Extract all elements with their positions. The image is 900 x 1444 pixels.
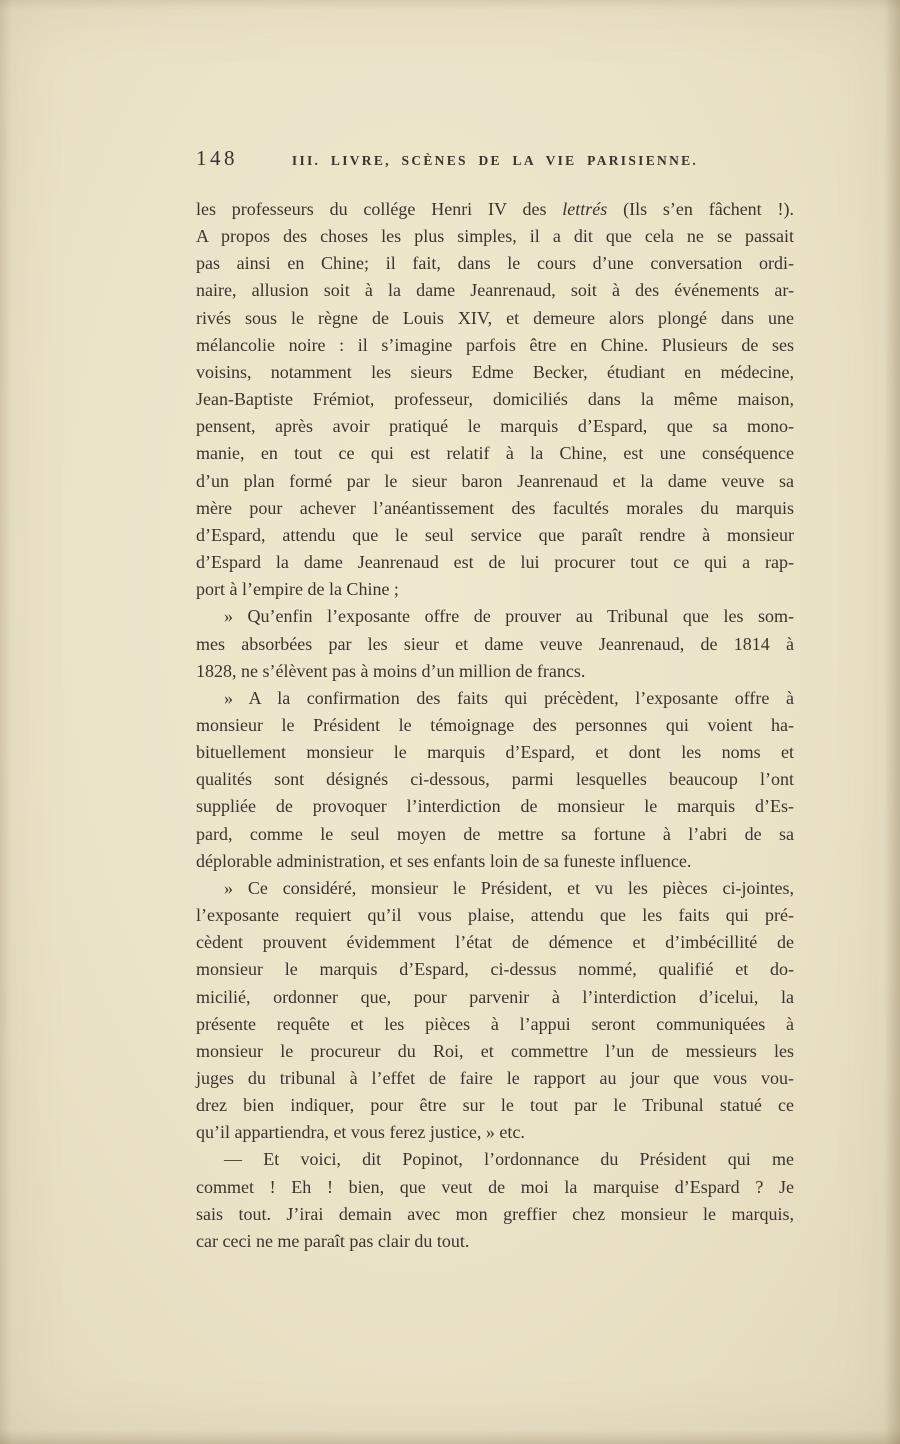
- text-line: mélancolie noire : il s’imagine parfois être en Chine. Plusieurs de ses: [196, 334, 794, 355]
- page-header: [196, 146, 794, 196]
- text-line: sais tout. J’irai demain avec mon greffier chez monsieur le marquis,: [196, 1203, 794, 1224]
- text-line: » A la confirmation des faits qui précèdent, l’exposante offre à: [224, 687, 794, 708]
- text-line: 1828, ne s’élèvent pas à moins d’un million de francs.: [196, 660, 586, 681]
- text-line: juges du tribunal à l’effet de faire le rapport au jour que vous vou-: [196, 1068, 794, 1088]
- running-title: III. LIVRE, SCÈNES DE LA VIE PARISIENNE.: [291, 153, 699, 168]
- text-line: drez bien indiquer, pour être sur le tout par le Tribunal statué ce: [196, 1095, 794, 1116]
- text-line: qu’il appartiendra, et vous ferez justice, » etc.: [196, 1122, 525, 1143]
- text-line: pard, comme le seul moyen de mettre sa fortune à l’abri de sa: [196, 823, 794, 844]
- text-line: suppliée de provoquer l’interdiction de monsieur le marquis d’Es-: [196, 796, 794, 817]
- italic-text: lettrés: [562, 199, 608, 219]
- text-line: car ceci ne me paraît pas clair du tout.: [196, 1230, 470, 1251]
- text-line: mère pour achever l’anéantissement des facultés morales du marquis: [196, 497, 794, 518]
- text-line: déplorable administration, et ses enfants loin de sa funeste influence.: [196, 850, 692, 871]
- text-line: rivés sous le règne de Louis XIV, et demeure alors plongé dans une: [196, 307, 794, 328]
- page-body: [196, 196, 794, 1255]
- text-line: Jean-Baptiste Frémiot, professeur, domiciliés dans la même maison,: [196, 389, 794, 410]
- text-line: A propos des choses les plus simples, il a dit que cela ne se passait: [196, 226, 794, 247]
- text-line: monsieur le Président le témoignage des personnes qui voient ha-: [196, 714, 794, 735]
- text-line: voisins, notamment les sieurs Edme Becker, étudiant en médecine,: [196, 361, 794, 382]
- paragraph: [196, 603, 794, 684]
- text-line: » Ce considéré, monsieur le Président, et vu les pièces ci-jointes,: [224, 877, 794, 898]
- text-line: mes absorbées par les sieur et dame veuve Jeanrenaud, de 1814 à: [196, 633, 794, 654]
- paragraph: [196, 685, 794, 875]
- text-line: les professeurs du collége Henri IV des lettrés (Ils s’en fâchent !).: [196, 199, 794, 219]
- text-line: pensent, après avoir pratiqué le marquis d’Espard, que sa mono-: [196, 416, 794, 437]
- text-line: » Qu’enfin l’exposante offre de prouver au Tribunal que les som-: [224, 606, 794, 627]
- text-line: commet ! Eh ! bien, que veut de moi la marquise d’Espard ? Je: [196, 1176, 794, 1197]
- text-line: bituellement monsieur le marquis d’Espard, et dont les noms et: [196, 742, 794, 763]
- text-line: cèdent prouvent évidemment l’état de démence et d’imbécillité de: [196, 932, 794, 953]
- text-line: monsieur le marquis d’Espard, ci-dessus nommé, qualifié et do-: [196, 959, 794, 980]
- page-number: 148: [196, 146, 238, 170]
- text-line: naire, allusion soit à la dame Jeanrenaud, soit à des événements ar-: [196, 280, 794, 301]
- text-line: d’Espard, attendu que le seul service que paraît rendre à monsieur: [196, 524, 794, 545]
- text-line: l’exposante requiert qu’il vous plaise, attendu que les faits qui pré-: [196, 905, 794, 926]
- text-line: d’un plan formé par le sieur baron Jeanrenaud et la dame veuve sa: [196, 470, 794, 491]
- paragraph: [196, 875, 794, 1147]
- text-line: — Et voici, dit Popinot, l’ordonnance du Président qui me: [224, 1149, 794, 1170]
- text-line: micilié, ordonner que, pour parvenir à l’interdiction d’icelui, la: [196, 986, 794, 1007]
- text-line: monsieur le procureur du Roi, et commettre l’un de messieurs les: [196, 1040, 794, 1061]
- text-line: manie, en tout ce qui est relatif à la Chine, est une conséquence: [196, 443, 794, 464]
- page-content: [196, 146, 794, 1255]
- paragraph: [196, 196, 794, 603]
- text-line: présente requête et les pièces à l’appui seront communiquées à: [196, 1013, 794, 1034]
- text-line: pas ainsi en Chine; il fait, dans le cours d’une conversation ordi-: [196, 253, 794, 274]
- text-line: d’Espard la dame Jeanrenaud est de lui procurer tout ce qui a rap-: [196, 552, 794, 573]
- text-line: port à l’empire de la Chine ;: [196, 579, 399, 600]
- text-line: qualités sont désignés ci-dessous, parmi lesquelles beaucoup l’ont: [196, 769, 794, 790]
- paragraph: [196, 1146, 794, 1255]
